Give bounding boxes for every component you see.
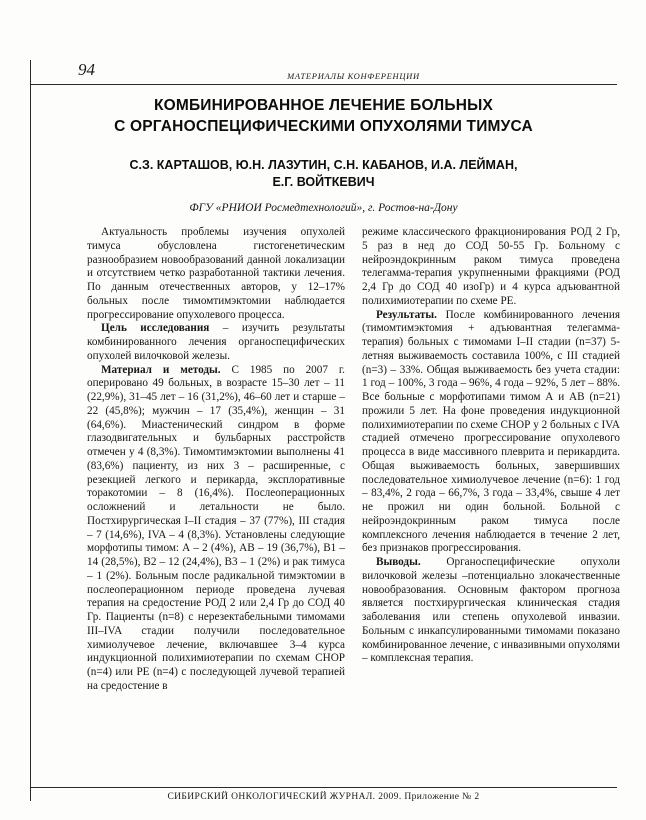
paragraph-background <box>87 226 345 322</box>
journal-footer: СИБИРСКИЙ ОНКОЛОГИЧЕСКИЙ ЖУРНАЛ. 2009. Приложение № 2 <box>167 792 480 802</box>
article-title-line-1: КОМБИНИРОВАННОЕ ЛЕЧЕНИЕ БОЛЬНЫХ <box>153 97 494 114</box>
right-column <box>362 226 620 694</box>
paragraph-conclusions <box>362 556 620 666</box>
paragraph-lead: Выводы. <box>376 556 421 568</box>
footer-rule <box>30 787 617 788</box>
article-body <box>87 226 620 694</box>
paragraph-lead: Материал и методы. <box>101 363 221 376</box>
paragraph-aim <box>87 322 345 363</box>
paragraph-lead: Результаты. <box>376 308 437 321</box>
paragraph-text: Органоспецифические опухоли вилочковой железы –потенциально злокачественные новообразования. Основным фактором прогноза является постхирургическая клиническая стадия заболевания или степень опухолевой инвазии. Больным с инкапсулированными тимомами показано комбинированное лечение, с инвазивными опухолями – комплексная терапия. <box>362 556 620 665</box>
paragraph-text: После комбинированного лечения (тимомтимэктомия + адъювантная телегамма-терапия) больных с тимомами I–II стадии (n=37) 5-летняя выживаемость составила 100%, с III стадией (n=3) – 33%. Общая выживаемость без учета стадии: 1 год – 100%, 3 года – 96%, 4 года – 92%, 5 лет – 88%. Все больные с морфотипами тимом А и АВ (n=21) прожили 5 лет. На фоне проведения индукционной полихимиотерапии по схеме СНОР у 2 больных с IVA стадией отмечено прогрессирование опухолевого процесса в виде массивного плеврита и перикардита. Общая выживаемость больных, завершивших последовательное химиолучевое лечение (n=6): 1 год – 83,4%, 2 года – 66,7%, 3 года – 33,4%, свыше 4 лет не прожил ни один больной. Больной с нейроэндокринным раком тимуса после комплексного лечения наблюдается в течение 2 лет, без признаков прогрессирования. <box>362 308 620 555</box>
paragraph-text: – изучить результаты комбинированного лечения органоспецифических опухолей вилочковой железы. <box>87 322 346 362</box>
article-title-line-2: С ОРГАНОСПЕЦИФИЧЕСКИМИ ОПУХОЛЯМИ ТИМУСА <box>114 118 533 135</box>
header-rule <box>30 84 617 85</box>
paragraph-text: режиме классического фракционирования РОД 2 Гр, 5 раз в нед до СОД 50-55 Гр. Больному с нейроэндокринным раком тимуса проведена телегамма-терапия укрупненными фракциями (РОД 2,4 Гр до СОД 40 изоГр) и 4 курса адъювантной полихимиотерапии по схеме РЕ. <box>362 226 620 307</box>
running-head: МАТЕРИАЛЫ КОНФЕРЕНЦИИ <box>287 71 420 81</box>
affiliation: ФГУ «РНИОИ Росмедтехнологий», г. Ростов-на-Дону <box>189 202 458 214</box>
authors <box>57 157 590 191</box>
authors-line-1: С.З. КАРТАШОВ, Ю.Н. ЛАЗУТИН, С.Н. КАБАНОВ, И.А. ЛЕЙМАН, <box>129 158 518 172</box>
left-column <box>87 226 345 694</box>
page-number: 94 <box>78 60 95 79</box>
paragraph-results <box>362 309 620 557</box>
paragraph-methods <box>87 364 345 694</box>
paragraph-methods-continued <box>362 226 620 309</box>
article-title <box>57 95 590 137</box>
paragraph-text: С 1985 по 2007 г. оперировано 49 больных, в возрасте 15–30 лет – 11 (22,9%), 31–45 лет – 16 (31,2%), 46–60 лет и старше – 22 (45,8%); мужчин – 17 (35,4%), женщин – 31 (64,6%). Миастенический синдром в форме глазодвигательных и бульбарных расстройств отмечен у 4 (8,3%). Тимомтимэктомии выполнены 41 (83,6%) пациенту, из них 3 – расширенные, с резекцией легкого и перикарда, эксплоративные торакотомии – 8 (16,4%). Послеоперационных осложнений и летальности не было. Постхирургическая I–II стадия – 37 (77%), III стадия – 7 (14,6%), IVA – 4 (8,3%). Установлены следующие морфотипы тимом: А – 2 (4%), АВ – 19 (36,7%), В1 – 14 (28,5%), В2 – 12 (24,4%), В3 – 1 (2%) и рак тимуса – 1 (2%). Больным после радикальной тимэктомии в послеоперационном периоде проведена лучевая терапия на средостение РОД 2 или 2,4 Гр до СОД 40 Гр. Пациенты (n=8) с нерезектабельными тимомами III–IVA стадии получили последовательное химиолучевое лечение, включавшее 3–4 курса индукционной полихимиотерапии по схемам СНОР (n=4) или РЕ (n=4) с последующей лучевой терапией на средостение в <box>87 363 345 692</box>
paragraph-text: Актуальность проблемы изучения опухолей тимуса обусловлена гистогенетическим разнообразием новообразований данной локализации и отсутствием четко разработанной тактики лечения. По данным отечественных авторов, у 12–17% больных после тимомтимэктомии наблюдается прогрессирование опухолевого процесса. <box>87 226 345 321</box>
left-margin-rule <box>30 60 31 801</box>
paragraph-lead: Цель исследования <box>101 322 210 335</box>
authors-line-2: Е.Г. ВОЙТКЕВИЧ <box>272 175 375 189</box>
